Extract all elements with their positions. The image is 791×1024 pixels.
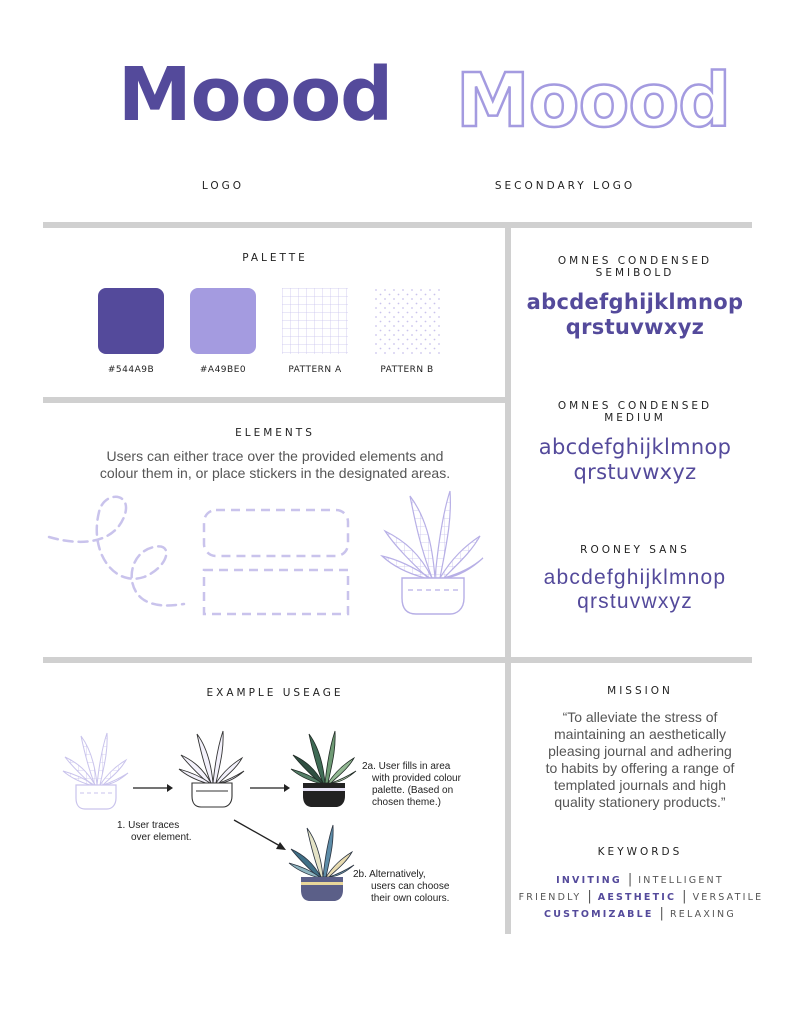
arrow-right-icon <box>250 782 290 794</box>
note-line: palette. (Based on <box>372 785 454 796</box>
font-name-2 <box>520 400 750 424</box>
swatch-label: #A49BE0 <box>199 365 247 375</box>
middle-divider <box>43 657 752 663</box>
font-sample-3 <box>515 566 755 614</box>
keyword: VERSATILE <box>692 892 764 903</box>
step-1-note <box>117 820 227 844</box>
note-line: 2b. Alternatively, <box>353 869 426 880</box>
swatch-secondary <box>190 288 256 354</box>
keyword: FRIENDLY <box>518 892 582 903</box>
font-name-line: SEMIBOLD <box>595 267 675 279</box>
font-name-line: OMNES CONDENSED <box>557 400 713 412</box>
keywords-row-2 <box>510 889 772 904</box>
mission-line: templated journals and high <box>553 777 726 793</box>
mission-line: to habits by offering a range of <box>545 760 735 776</box>
font-sample-line: qrstuvwxyz <box>565 315 705 339</box>
swatch-label: #544A9B <box>107 365 155 375</box>
swatch-label: PATTERN A <box>288 365 342 375</box>
keyword: INVITING <box>556 875 622 886</box>
mission-title: MISSION <box>607 685 673 697</box>
mission-line: pleasing journal and adhering <box>548 743 732 759</box>
mission-line: maintaining an aesthetically <box>554 726 726 742</box>
font-name-line: OMNES CONDENSED <box>557 255 713 267</box>
font-sample-2 <box>520 435 750 485</box>
step-2b-note <box>353 869 473 905</box>
font-sample-line: abcdefghijklmnop <box>543 566 727 589</box>
example-title: EXAMPLE USEAGE <box>206 687 344 699</box>
pattern-a-swatch <box>282 288 348 354</box>
arrow-right-icon <box>133 782 173 794</box>
primary-logo: Moood <box>118 52 393 138</box>
plant-filled-custom <box>288 822 360 906</box>
keyword: AESTHETIC <box>597 892 677 903</box>
font-sample-line: abcdefghijklmnop <box>526 290 744 314</box>
palette-divider <box>43 397 505 403</box>
mission-line: “To alleviate the stress of <box>562 709 718 725</box>
plant-outline-element <box>380 486 485 618</box>
font-name-3 <box>520 544 750 556</box>
keywords-title: KEYWORDS <box>597 846 683 858</box>
secondary-logo: Moood <box>456 58 731 144</box>
dashed-swirl-element <box>44 492 194 617</box>
step-2a-note <box>362 761 472 809</box>
keyword: CUSTOMIZABLE <box>544 909 654 920</box>
palette-title: PALETTE <box>242 252 308 264</box>
note-line: 1. User traces <box>117 820 180 831</box>
note-line: with provided colour <box>372 773 461 784</box>
note-line: 2a. User fills in area <box>362 761 451 772</box>
keyword-separator: | <box>587 889 592 904</box>
font-name-line: MEDIUM <box>604 412 666 424</box>
keyword-separator: | <box>659 906 664 921</box>
elements-description <box>60 448 490 482</box>
note-line: users can choose <box>371 881 450 892</box>
keyword-separator: | <box>682 889 687 904</box>
elements-description-line: Users can either trace over the provided elements and <box>106 448 444 464</box>
swatch-label: PATTERN B <box>380 365 434 375</box>
arrow-diagonal-icon <box>232 818 288 852</box>
font-name-1 <box>520 255 750 279</box>
font-sample-line: qrstuvwxyz <box>577 590 693 613</box>
pattern-b-swatch <box>374 288 440 354</box>
note-line: their own colours. <box>371 893 450 904</box>
dashed-boxes-element <box>200 506 352 618</box>
plant-traced-light <box>62 730 132 814</box>
secondary-logo-caption: SECONDARY LOGO <box>494 180 636 192</box>
note-line: chosen theme.) <box>372 797 441 808</box>
plant-filled-theme <box>290 728 362 812</box>
keyword-separator: | <box>627 872 633 887</box>
note-line: over element. <box>131 832 192 843</box>
font-sample-line: qrstuvwxyz <box>573 460 697 484</box>
elements-title: ELEMENTS <box>235 427 315 439</box>
keywords-row-3 <box>510 906 770 921</box>
logo-caption: LOGO <box>201 180 245 192</box>
vertical-divider <box>505 228 511 934</box>
keyword: INTELLIGENT <box>638 875 724 886</box>
mission-statement <box>520 709 760 811</box>
font-sample-line: abcdefghijklmnop <box>538 435 732 459</box>
font-sample-1 <box>520 290 750 340</box>
keywords-row-1 <box>510 872 770 887</box>
plant-traced-dark <box>178 728 248 812</box>
swatch-primary <box>98 288 164 354</box>
mission-line: quality stationery products.” <box>554 794 726 810</box>
elements-description-line: colour them in, or place stickers in the designated areas. <box>99 465 451 481</box>
top-divider <box>43 222 752 228</box>
font-name-line: ROONEY SANS <box>580 544 690 556</box>
keyword: RELAXING <box>669 909 736 920</box>
